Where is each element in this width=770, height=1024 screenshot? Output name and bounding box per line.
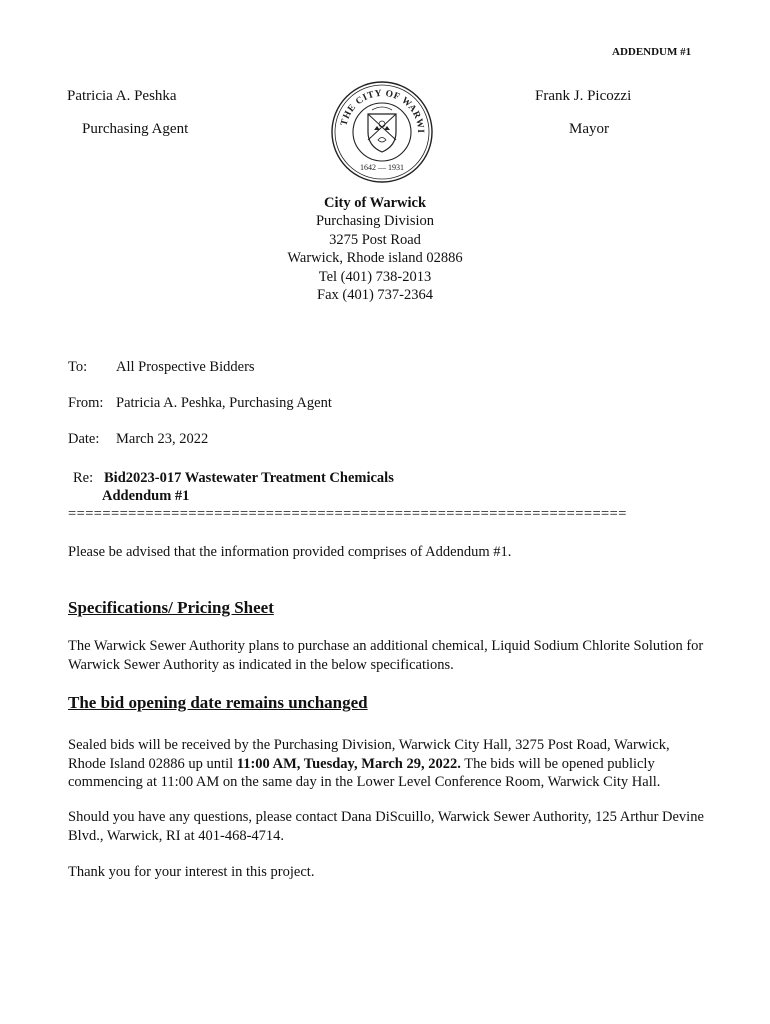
memo-from xyxy=(68,395,332,412)
section-heading-bid-opening: The bid opening date remains unchanged xyxy=(68,693,368,712)
memo-from-value: Patricia A. Peshka, Purchasing Agent xyxy=(116,395,332,411)
memo-re-label: Re: xyxy=(73,470,94,486)
letterhead-city: Warwick, Rhode island 02886 xyxy=(287,250,463,267)
memo-to xyxy=(68,359,255,376)
letterhead-fax: Fax (401) 737-2364 xyxy=(317,287,433,304)
memo-date xyxy=(68,431,208,448)
memo-re-value: Bid2023-017 Wastewater Treatment Chemicals xyxy=(104,470,394,486)
mayor-title: Mayor xyxy=(569,121,609,137)
mayor-name: Frank J. Picozzi xyxy=(535,88,632,104)
section-heading-specifications: Specifications/ Pricing Sheet xyxy=(68,598,274,617)
bid-opening-text-a: Sealed bids will be received by the Purchasing Division, Warwick City Hall, 3275 Post Road, Warwick, Rhode Island 02886 up until xyxy=(68,737,670,772)
memo-to-label: To: xyxy=(68,359,88,375)
closing-line: Thank you for your interest in this project. xyxy=(68,864,315,880)
memo-date-label: Date: xyxy=(68,431,100,447)
separator-rule: ================================================================= xyxy=(68,506,627,522)
purchasing-agent-title: Purchasing Agent xyxy=(82,121,189,137)
addendum-label: ADDENDUM #1 xyxy=(612,46,692,58)
memo-re-sub: Addendum #1 xyxy=(102,488,190,504)
specifications-paragraph: The Warwick Sewer Authority plans to purchase an additional chemical, Liquid Sodium Chlorite Solution for Warwick Sewer Authority as indicated in the below specifications. xyxy=(68,638,704,673)
memo-from-label: From: xyxy=(68,395,104,411)
memo-to-value: All Prospective Bidders xyxy=(116,359,255,375)
purchasing-agent-name: Patricia A. Peshka xyxy=(67,88,177,104)
bid-opening-paragraph xyxy=(68,736,708,792)
contact-paragraph: Should you have any questions, please contact Dana DiScuillo, Warwick Sewer Authority, 125 Arthur Devine Blvd., Warwick, RI at 401-468-4714. xyxy=(68,809,704,844)
bid-opening-deadline: 11:00 AM, Tuesday, March 29, 2022. xyxy=(236,755,461,772)
intro-paragraph: Please be advised that the information provided comprises of Addendum #1. xyxy=(68,544,512,560)
seal-text: THE CITY OF WARWI xyxy=(339,88,426,134)
letterhead-tel: Tel (401) 738-2013 xyxy=(318,268,432,285)
seal-years: 1642 — 1931 xyxy=(360,163,404,172)
letterhead-street: 3275 Post Road xyxy=(329,231,421,248)
city-seal-icon xyxy=(330,80,434,184)
letterhead xyxy=(0,194,750,304)
memo-date-value: March 23, 2022 xyxy=(116,431,209,447)
letterhead-org: City of Warwick xyxy=(323,195,427,211)
bid-opening-text-b: The bids will be opened publicly commencing at 11:00 AM on the same day in the Lower Level Conference Room, Warwick City Hall. xyxy=(68,755,661,790)
memo-re xyxy=(73,469,394,488)
letterhead-division: Purchasing Division xyxy=(315,213,434,230)
